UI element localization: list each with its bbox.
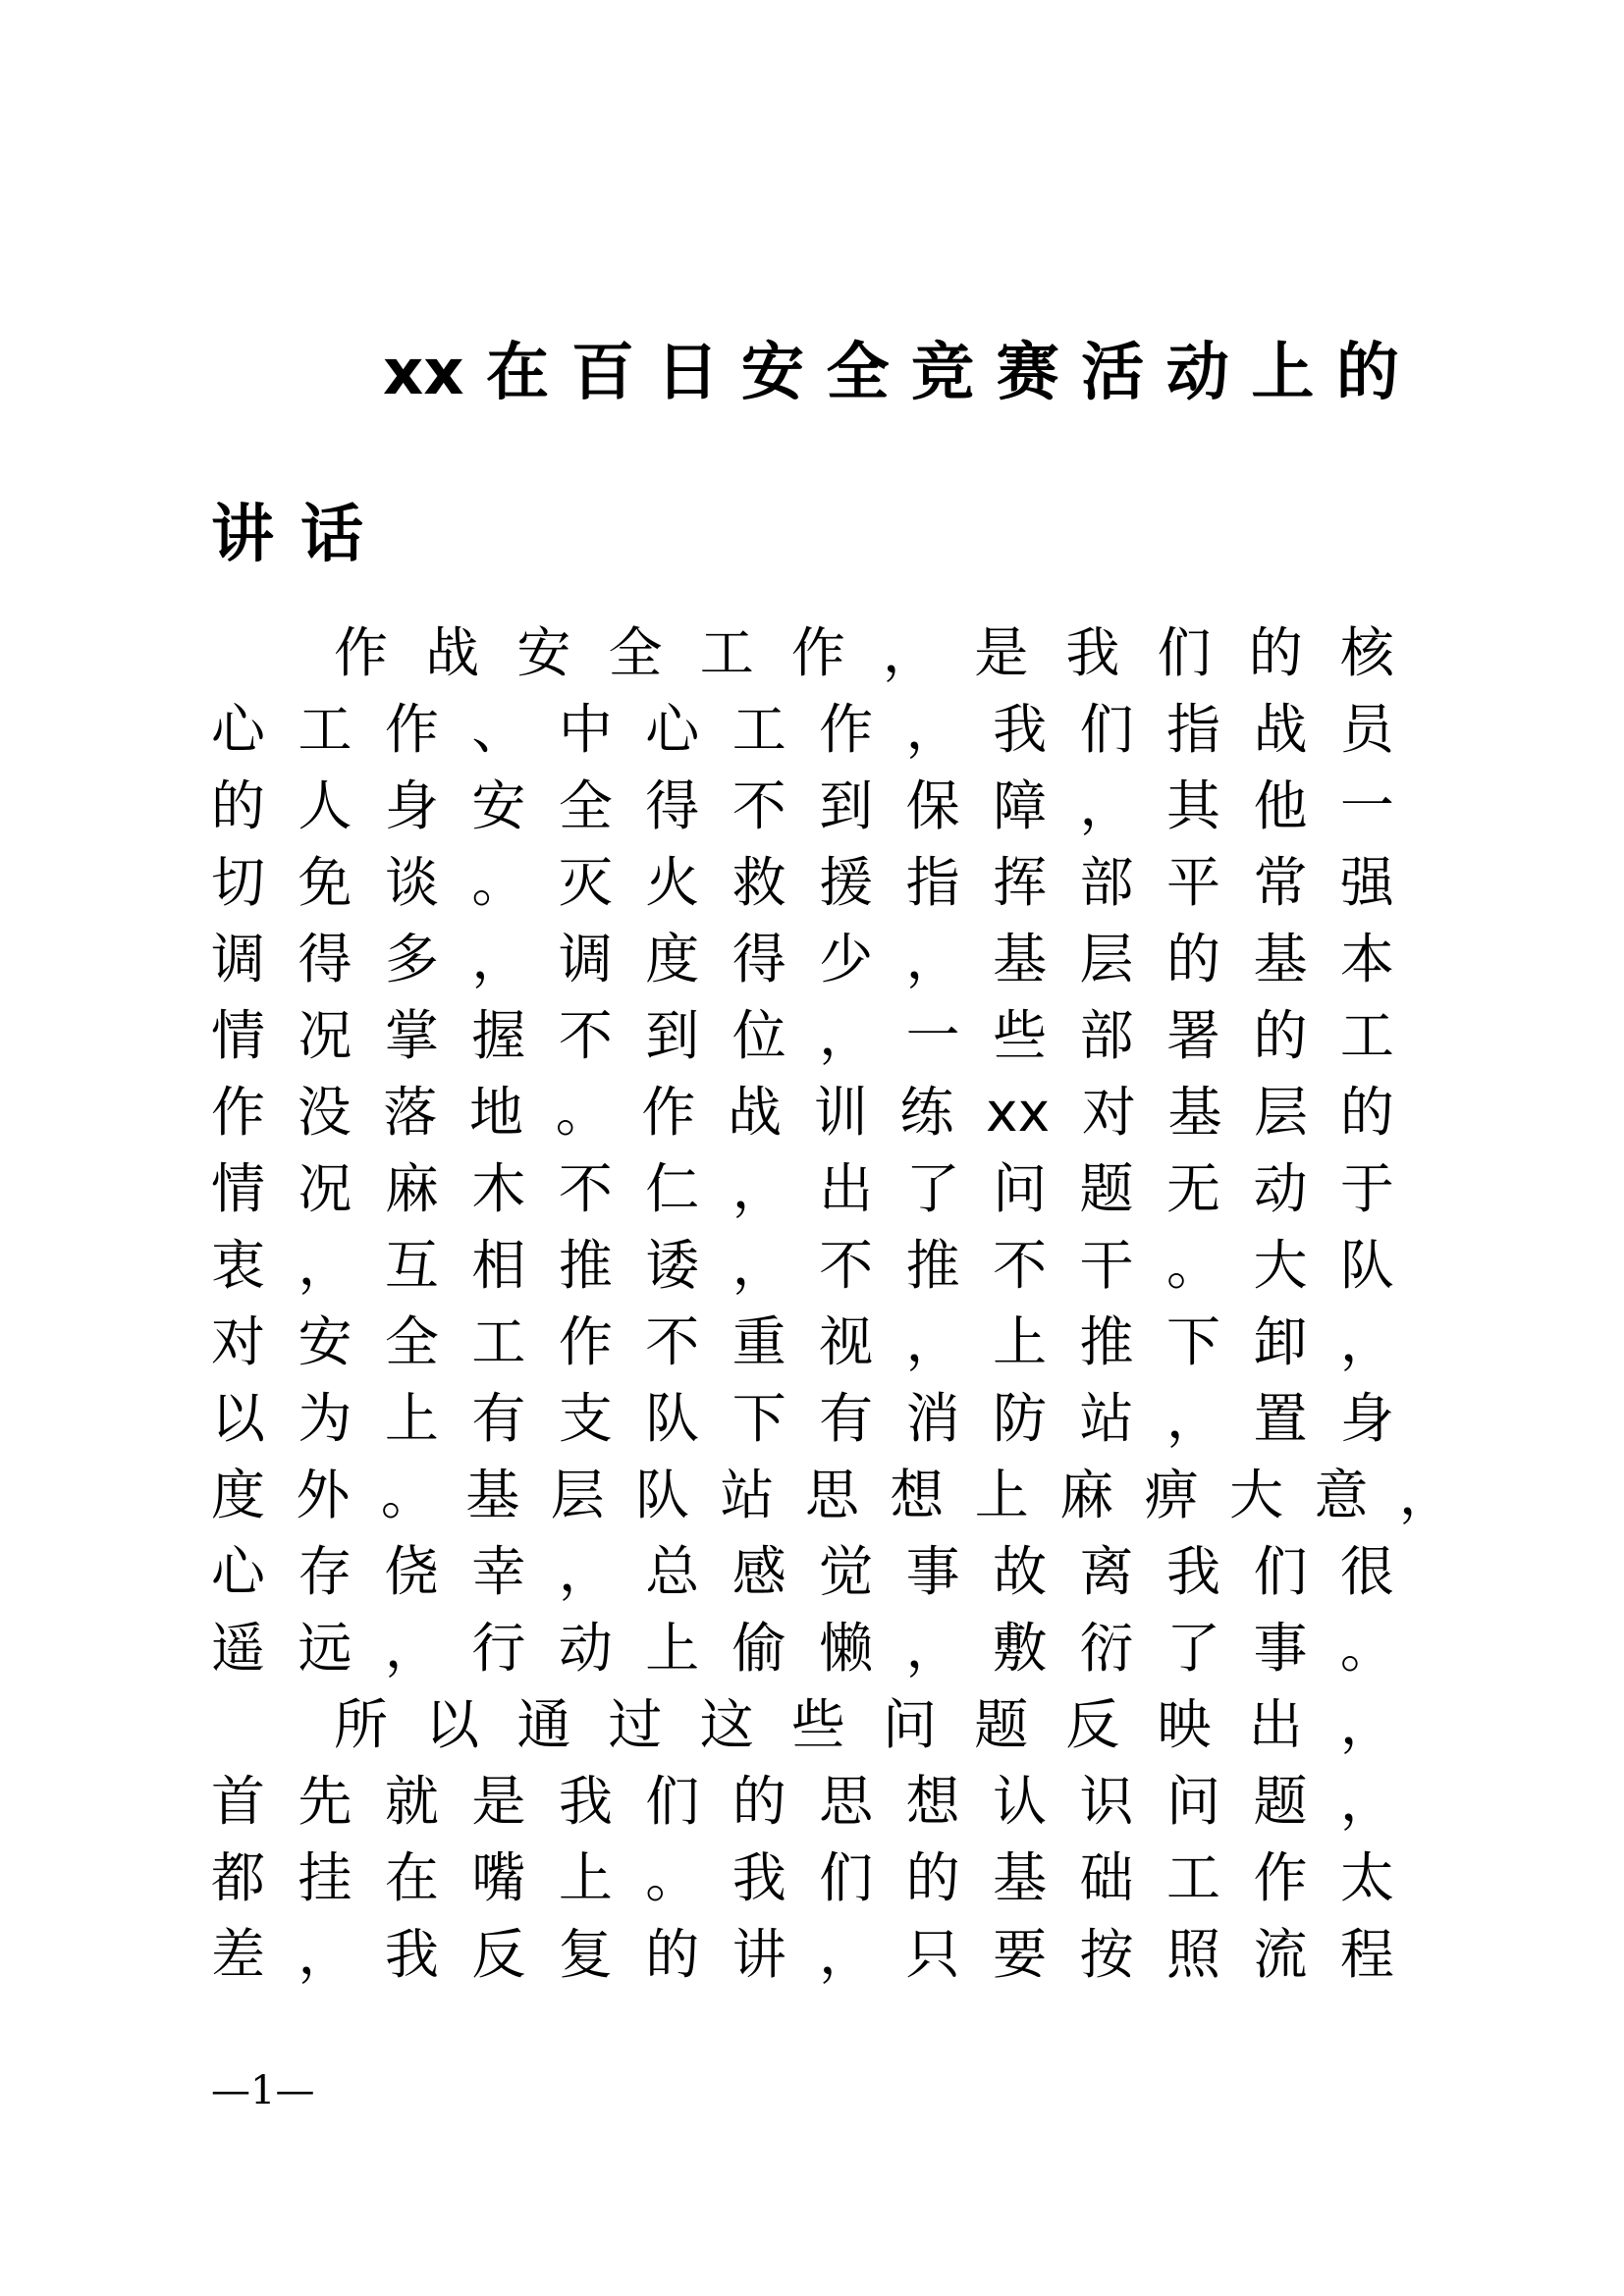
text-char: ， (905, 1617, 960, 1680)
text-char: ， (1398, 1464, 1453, 1526)
text-char: 感 (731, 1540, 786, 1603)
text-line (211, 1614, 1394, 1682)
text-char: 痹 (1144, 1464, 1199, 1526)
text-char: 调 (558, 928, 613, 990)
text-char: 推 (558, 1234, 613, 1297)
text-char: 作 (384, 698, 439, 761)
text-char: ， (731, 1157, 786, 1220)
text-char: xx (986, 1081, 1051, 1144)
text-char: 讲 (731, 1923, 786, 1986)
text-char: 救 (731, 851, 786, 914)
text-char: 木 (471, 1157, 526, 1220)
text-char: 是 (471, 1770, 526, 1833)
text-char: 其 (1165, 774, 1220, 837)
text-char: 握 (471, 1004, 526, 1067)
text-char: 作 (790, 621, 845, 684)
text-char: 身 (1339, 1387, 1394, 1450)
text-char: 们 (819, 1846, 874, 1909)
text-char: 强 (1339, 851, 1394, 914)
text-char: 的 (1248, 621, 1303, 684)
text-char: 的 (1253, 1004, 1308, 1067)
text-char: 活 (1081, 337, 1145, 409)
text-char: 的 (731, 1770, 786, 1833)
text-char: 战 (728, 1081, 783, 1144)
text-char: 觉 (819, 1540, 874, 1603)
text-char: 远 (298, 1617, 352, 1680)
text-char: 基 (465, 1464, 520, 1526)
text-char: 所 (334, 1693, 389, 1756)
text-char: 衷 (211, 1234, 266, 1297)
text-char: ， (471, 928, 526, 990)
text-char: 况 (298, 1157, 352, 1220)
text-char: 麻 (384, 1157, 439, 1220)
text-char: 外 (296, 1464, 351, 1526)
text-char: ， (1165, 1387, 1220, 1450)
text-char: 练 (899, 1081, 954, 1144)
text-char: 侥 (384, 1540, 439, 1603)
text-char: 都 (211, 1846, 266, 1909)
text-char: 些 (790, 1693, 845, 1756)
text-char: 动 (1253, 1157, 1308, 1220)
text-char: 以 (211, 1387, 266, 1450)
text-char: 的 (905, 1846, 960, 1909)
text-char: ， (1339, 1770, 1394, 1833)
text-line (211, 1461, 1453, 1529)
text-char: 问 (993, 1157, 1048, 1220)
text-char: 础 (1079, 1846, 1134, 1909)
text-char: ， (819, 1004, 874, 1067)
text-char: 重 (731, 1310, 786, 1373)
text-char: 遥 (211, 1617, 266, 1680)
text-char: 核 (1339, 621, 1394, 684)
text-char: 上 (974, 1464, 1029, 1526)
text-char: 下 (1165, 1310, 1220, 1373)
text-char: 得 (645, 774, 700, 837)
text-char: 上 (384, 1387, 439, 1450)
text-char: 在 (486, 337, 550, 409)
text-char: 是 (974, 621, 1029, 684)
text-char: 中 (558, 698, 613, 761)
text-char: 对 (1081, 1081, 1136, 1144)
text-char: 的 (1165, 928, 1220, 990)
text-char: 们 (1079, 698, 1134, 761)
text-char: 工 (298, 698, 352, 761)
text-char: 诿 (645, 1234, 700, 1297)
text-char: 。 (471, 851, 526, 914)
text-line (211, 1920, 1394, 1989)
text-char: 流 (1253, 1923, 1308, 1986)
text-char: 身 (384, 774, 439, 837)
text-char: 上 (558, 1846, 613, 1909)
text-char: 层 (1254, 1081, 1309, 1144)
text-char: 没 (297, 1081, 352, 1144)
text-char: 队 (645, 1387, 700, 1450)
text-char: 于 (1339, 1157, 1394, 1220)
text-char: 思 (804, 1464, 859, 1526)
text-char: 站 (1079, 1387, 1134, 1450)
text-char: 百 (570, 337, 634, 409)
text-char: 们 (645, 1770, 700, 1833)
text-char: 了 (905, 1157, 960, 1220)
text-char: 安 (298, 1310, 352, 1373)
text-char: ， (298, 1923, 352, 1986)
text-char: 的 (211, 774, 266, 837)
text-char: 们 (1157, 621, 1212, 684)
text-line (334, 618, 1394, 687)
text-char: 事 (1253, 1617, 1308, 1680)
text-char: 为 (298, 1387, 352, 1450)
text-char: 干 (1079, 1234, 1134, 1297)
title-line-1 (383, 329, 1399, 417)
text-line (211, 695, 1394, 764)
text-char: 大 (1229, 1464, 1284, 1526)
text-char: 作 (211, 1081, 266, 1144)
text-char: 想 (905, 1770, 960, 1833)
text-char: 全 (826, 337, 890, 409)
text-char: 嘴 (471, 1846, 526, 1909)
text-char: 不 (819, 1234, 874, 1297)
text-char: 指 (905, 851, 960, 914)
text-line (211, 772, 1394, 840)
text-char: 情 (211, 1004, 266, 1067)
text-char: 麻 (1059, 1464, 1114, 1526)
text-char: 我 (558, 1770, 613, 1833)
text-char: 推 (905, 1234, 960, 1297)
text-char: 下 (731, 1387, 786, 1450)
text-char: 上 (993, 1310, 1048, 1373)
text-char: ， (558, 1540, 613, 1603)
text-char: 作 (334, 621, 389, 684)
text-char: 心 (211, 1540, 266, 1603)
text-char: 过 (608, 1693, 663, 1756)
text-char: 工 (471, 1310, 526, 1373)
text-char: 度 (645, 928, 700, 990)
text-char: 有 (471, 1387, 526, 1450)
text-char: 常 (1253, 851, 1308, 914)
text-char: 映 (1157, 1693, 1212, 1756)
text-char: 、 (471, 698, 526, 761)
text-char: 多 (384, 928, 439, 990)
text-char: xx (383, 337, 464, 409)
text-char: 事 (905, 1540, 960, 1603)
text-char: 有 (819, 1387, 874, 1450)
text-char: 卸 (1253, 1310, 1308, 1373)
text-char: 工 (699, 621, 754, 684)
text-char: 我 (384, 1923, 439, 1986)
text-char: 挥 (993, 851, 1048, 914)
text-char: 指 (1165, 698, 1220, 761)
text-char: 这 (699, 1693, 754, 1756)
text-char: 安 (471, 774, 526, 837)
text-char: ， (905, 1310, 960, 1373)
text-line (334, 1690, 1394, 1759)
text-char: 安 (740, 337, 804, 409)
text-char: 要 (993, 1923, 1048, 1986)
text-char: 作 (641, 1081, 696, 1144)
text-char: 安 (516, 621, 571, 684)
text-char: 平 (1165, 851, 1220, 914)
text-char: 得 (298, 928, 352, 990)
text-char: ， (905, 698, 960, 761)
text-char: 偷 (731, 1617, 786, 1680)
text-char: 全 (608, 621, 663, 684)
text-char: 识 (1079, 1770, 1134, 1833)
text-char: 存 (298, 1540, 352, 1603)
text-line (211, 925, 1394, 993)
text-char: 的 (645, 1923, 700, 1986)
text-char: 防 (993, 1387, 1048, 1450)
text-char: 切 (211, 851, 266, 914)
text-char: 讲 (211, 499, 274, 571)
text-char: 敷 (993, 1617, 1048, 1680)
text-char: 题 (1079, 1157, 1134, 1220)
text-char: 上 (1251, 337, 1315, 409)
text-char: 部 (1079, 1004, 1134, 1067)
text-char: 视 (819, 1310, 874, 1373)
text-char: 思 (819, 1770, 874, 1833)
text-char: 心 (211, 698, 266, 761)
text-line (211, 1843, 1394, 1912)
text-char: 援 (819, 851, 874, 914)
text-char: 衍 (1079, 1617, 1134, 1680)
text-char: 战 (1253, 698, 1308, 761)
text-char: 幸 (471, 1540, 526, 1603)
text-line (211, 1308, 1394, 1376)
text-char: 不 (558, 1157, 613, 1220)
text-line (211, 1001, 1394, 1070)
text-char: 话 (300, 499, 363, 571)
text-char: 意 (1314, 1464, 1369, 1526)
text-char: 不 (645, 1310, 700, 1373)
text-char: 工 (1165, 1846, 1220, 1909)
text-char: 大 (1253, 1234, 1308, 1297)
text-char: 行 (471, 1617, 526, 1680)
text-char: 基 (1167, 1081, 1222, 1144)
text-char: 站 (720, 1464, 775, 1526)
text-char: ， (298, 1234, 352, 1297)
text-char: 少 (819, 928, 874, 990)
text-char: 的 (1339, 1081, 1394, 1144)
text-char: 对 (211, 1310, 266, 1373)
text-char: 以 (425, 1693, 480, 1756)
text-char: 我 (1165, 1540, 1220, 1603)
text-char: 部 (1079, 851, 1134, 914)
text-char: ， (1079, 774, 1134, 837)
text-char: 保 (905, 774, 960, 837)
text-char: ， (1339, 1693, 1394, 1756)
text-char: 工 (731, 698, 786, 761)
text-char: 按 (1079, 1923, 1134, 1986)
text-char: 情 (211, 1157, 266, 1220)
text-char: 题 (974, 1693, 1029, 1756)
text-char: 作 (558, 1310, 613, 1373)
text-char: 。 (645, 1846, 700, 1909)
text-char: 掌 (384, 1004, 439, 1067)
text-char: 他 (1253, 774, 1308, 837)
text-char: 照 (1165, 1923, 1220, 1986)
text-char: 总 (645, 1540, 700, 1603)
text-char: 就 (384, 1770, 439, 1833)
text-char: 谈 (384, 851, 439, 914)
text-line (211, 1767, 1394, 1836)
text-char: 日 (656, 337, 720, 409)
text-char: 相 (471, 1234, 526, 1297)
text-char: 反 (471, 1923, 526, 1986)
text-line (211, 1384, 1394, 1453)
text-char: 一 (1339, 774, 1394, 837)
text-char: 不 (993, 1234, 1048, 1297)
text-char: 程 (1339, 1923, 1394, 1986)
text-char: 本 (1339, 928, 1394, 990)
text-char: 调 (211, 928, 266, 990)
text-char: 障 (993, 774, 1048, 837)
text-char: 我 (993, 698, 1048, 761)
text-char: 些 (993, 1004, 1048, 1067)
text-char: 出 (819, 1157, 874, 1220)
text-char: 太 (1339, 1846, 1394, 1909)
text-char: 署 (1165, 1004, 1220, 1067)
text-char: 免 (298, 851, 352, 914)
text-char: 层 (1079, 928, 1134, 990)
text-char: 不 (558, 1004, 613, 1067)
text-char: 基 (993, 1846, 1048, 1909)
text-line (211, 1537, 1394, 1606)
text-char: ， (1339, 1310, 1394, 1373)
text-char: 出 (1248, 1693, 1303, 1756)
text-char: 离 (1079, 1540, 1134, 1603)
text-char: 到 (819, 774, 874, 837)
text-char: 心 (645, 698, 700, 761)
text-char: ， (731, 1234, 786, 1297)
text-char: 得 (731, 928, 786, 990)
text-char: 况 (298, 1004, 352, 1067)
text-char: 度 (211, 1464, 266, 1526)
text-char: 认 (993, 1770, 1048, 1833)
text-char: 全 (558, 774, 613, 837)
text-char: 反 (1065, 1693, 1120, 1756)
text-char: 竞 (911, 337, 975, 409)
text-char: 推 (1079, 1310, 1134, 1373)
text-char: 队 (635, 1464, 690, 1526)
text-char: 的 (1335, 337, 1399, 409)
text-char: 队 (1339, 1234, 1394, 1297)
text-char: 互 (384, 1234, 439, 1297)
text-char: 位 (731, 1004, 786, 1067)
text-char: 训 (813, 1081, 868, 1144)
text-char: 懒 (819, 1617, 874, 1680)
text-char: ， (819, 1923, 874, 1986)
text-char: 落 (383, 1081, 438, 1144)
text-char: 了 (1165, 1617, 1220, 1680)
text-char: 工 (1339, 1004, 1394, 1067)
text-char: 差 (211, 1923, 266, 1986)
text-line (211, 1078, 1394, 1147)
text-char: 战 (425, 621, 480, 684)
text-char: 问 (1165, 1770, 1220, 1833)
text-char: 故 (993, 1540, 1048, 1603)
text-char: 员 (1339, 698, 1394, 761)
text-char: 置 (1253, 1387, 1308, 1450)
text-char: 在 (384, 1846, 439, 1909)
text-char: 。 (1165, 1234, 1220, 1297)
text-char: 动 (558, 1617, 613, 1680)
text-char: 题 (1253, 1770, 1308, 1833)
text-char: 。 (1339, 1617, 1394, 1680)
text-char: 通 (516, 1693, 571, 1756)
text-char: 仁 (645, 1157, 700, 1220)
text-char: 问 (883, 1693, 938, 1756)
text-char: ， (883, 621, 938, 684)
text-char: 我 (1065, 621, 1120, 684)
text-char: 们 (1253, 1540, 1308, 1603)
text-char: 首 (211, 1770, 266, 1833)
text-char: 基 (1253, 928, 1308, 990)
text-char: 支 (558, 1387, 613, 1450)
text-char: 基 (993, 928, 1048, 990)
text-line (211, 1231, 1394, 1300)
text-char: 。 (555, 1081, 610, 1144)
text-char: 一 (905, 1004, 960, 1067)
page-number: —1— (211, 2068, 315, 2113)
text-char: 复 (558, 1923, 613, 1986)
text-char: 。 (380, 1464, 435, 1526)
text-char: ， (905, 928, 960, 990)
text-char: 想 (890, 1464, 945, 1526)
text-char: 我 (731, 1846, 786, 1909)
text-char: 人 (298, 774, 352, 837)
text-char: 赛 (996, 337, 1059, 409)
text-char: 地 (469, 1081, 524, 1144)
text-char: 作 (819, 698, 874, 761)
text-char: 挂 (298, 1846, 352, 1909)
text-char: 很 (1339, 1540, 1394, 1603)
text-char: 无 (1165, 1157, 1220, 1220)
text-char: 到 (645, 1004, 700, 1067)
text-line (211, 848, 1394, 917)
text-char: 上 (645, 1617, 700, 1680)
text-char: 层 (550, 1464, 605, 1526)
text-char: 先 (298, 1770, 352, 1833)
text-char: 消 (905, 1387, 960, 1450)
text-char: 只 (905, 1923, 960, 1986)
text-char: 不 (731, 774, 786, 837)
text-char: 灭 (558, 851, 613, 914)
text-char: 火 (645, 851, 700, 914)
text-char: ， (384, 1617, 439, 1680)
text-char: 动 (1165, 337, 1229, 409)
title-line-2 (211, 491, 363, 579)
text-char: 全 (384, 1310, 439, 1373)
text-char: 作 (1253, 1846, 1308, 1909)
text-line (211, 1154, 1394, 1223)
